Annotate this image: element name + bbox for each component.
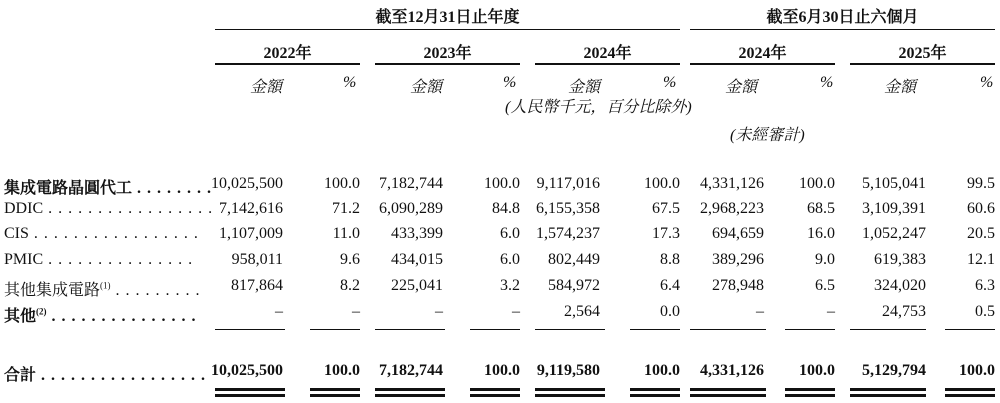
amount-header-2024-fy: 金額 xyxy=(568,79,601,96)
total-cell-pct: 100.0 xyxy=(324,362,360,379)
cell-pct: 100.0 xyxy=(484,175,520,192)
unit-note: (人民幣千元，百分比除外) xyxy=(505,99,692,116)
cell-amount: – xyxy=(275,303,283,320)
cell-pct: 100.0 xyxy=(644,175,680,192)
subtotal-rule-amount-2024-h1 xyxy=(690,329,766,330)
total-double-rule xyxy=(470,394,520,397)
total-cell-pct: 100.0 xyxy=(484,362,520,379)
group-rule-year-end xyxy=(215,29,680,30)
cell-pct: 6.0 xyxy=(500,225,520,242)
cell-amount: – xyxy=(756,303,764,320)
cell-amount: 389,296 xyxy=(712,251,764,268)
row-label-3 xyxy=(4,251,193,269)
row-label-text: PMIC xyxy=(4,251,44,268)
cell-pct: – xyxy=(352,303,360,320)
total-double-rule xyxy=(850,388,926,391)
total-double-rule xyxy=(310,394,360,397)
period-rule-2024-h1 xyxy=(690,63,835,65)
cell-pct: 68.5 xyxy=(807,200,835,217)
cell-pct: 6.4 xyxy=(660,277,680,294)
cell-amount: 958,011 xyxy=(231,251,283,268)
subtotal-rule-pct-2025-h1 xyxy=(945,329,995,330)
leader-dots: . . . . . . . . . . . . . . . xyxy=(46,308,197,325)
pct-header-2024-h1: % xyxy=(820,74,834,91)
cell-pct: 99.5 xyxy=(967,175,995,192)
row-label-5 xyxy=(4,303,197,326)
cell-amount: 694,659 xyxy=(712,225,764,242)
cell-amount: 324,020 xyxy=(874,277,926,294)
amount-header-2025-h1: 金額 xyxy=(884,79,917,96)
period-header-2023: 2023年 xyxy=(423,45,472,62)
total-double-rule xyxy=(945,388,995,391)
amount-header-2024-h1: 金額 xyxy=(725,79,758,96)
total-cell-amount: 4,331,126 xyxy=(700,362,764,379)
period-rule-2025-h1 xyxy=(850,63,995,65)
total-double-rule xyxy=(470,388,520,391)
leader-dots: . . . . . . . . . . . . . . . . . xyxy=(43,200,214,217)
total-double-rule xyxy=(785,394,835,397)
total-label-wrap xyxy=(4,362,206,385)
cell-amount: 1,052,247 xyxy=(862,225,926,242)
total-cell-amount: 9,119,580 xyxy=(536,362,600,379)
footnote-marker: (1) xyxy=(100,280,111,291)
cell-amount: 1,107,009 xyxy=(219,225,283,242)
leader-dots: . . . . . . . . . . . . . . . . . xyxy=(28,225,199,242)
cell-pct: 6.5 xyxy=(815,277,835,294)
row-label-0 xyxy=(4,175,212,198)
amount-header-2023: 金額 xyxy=(410,79,443,96)
cell-pct: 0.0 xyxy=(660,303,680,320)
pct-header-2022: % xyxy=(343,74,357,91)
total-double-rule xyxy=(690,394,766,397)
total-double-rule xyxy=(785,388,835,391)
total-cell-amount: 10,025,500 xyxy=(211,362,283,379)
total-label: 合計 xyxy=(4,367,37,384)
cell-pct: 6.0 xyxy=(500,251,520,268)
cell-pct: 100.0 xyxy=(799,175,835,192)
cell-pct: 11.0 xyxy=(332,225,360,242)
cell-amount: 817,864 xyxy=(231,277,283,294)
cell-amount: 7,142,616 xyxy=(219,200,283,217)
cell-pct: 71.2 xyxy=(332,200,360,217)
cell-amount: 7,182,744 xyxy=(379,175,443,192)
total-double-rule xyxy=(630,394,680,397)
cell-amount: 2,968,223 xyxy=(700,200,764,217)
row-label-1 xyxy=(4,200,213,218)
group-rule-six-months xyxy=(690,29,995,30)
row-label-text: DDIC xyxy=(4,200,44,217)
period-header-2024-fy: 2024年 xyxy=(583,45,632,62)
cell-amount: 3,109,391 xyxy=(862,200,926,217)
cell-amount: 802,449 xyxy=(548,251,600,268)
period-rule-2023 xyxy=(375,63,520,65)
cell-amount: 2,564 xyxy=(564,303,600,320)
leader-dots: . . . . . . . . xyxy=(132,180,213,197)
cell-pct: 84.8 xyxy=(492,200,520,217)
cell-pct: 12.1 xyxy=(967,251,995,268)
total-double-rule xyxy=(215,388,285,391)
total-double-rule xyxy=(310,388,360,391)
subtotal-rule-pct-2023 xyxy=(470,329,520,330)
cell-amount: 619,383 xyxy=(874,251,926,268)
total-double-rule xyxy=(535,388,605,391)
cell-amount: 24,753 xyxy=(882,303,926,320)
row-label-4 xyxy=(4,277,201,300)
period-rule-2022 xyxy=(215,63,360,65)
cell-pct: – xyxy=(827,303,835,320)
group-header-six-months: 截至6月30日止六個月 xyxy=(766,9,919,26)
cell-pct: 8.8 xyxy=(660,251,680,268)
row-label-text: 其他集成電路 xyxy=(4,282,101,299)
subtotal-rule-amount-2022 xyxy=(215,329,285,330)
cell-pct: 8.2 xyxy=(340,277,360,294)
cell-pct: 67.5 xyxy=(652,200,680,217)
subtotal-rule-pct-2022 xyxy=(310,329,360,330)
cell-pct: 9.6 xyxy=(340,251,360,268)
total-leader-dots: . . . . . . . . . . . . . . . . . xyxy=(36,367,207,384)
unaudited-note: (未經審計) xyxy=(730,127,805,144)
cell-amount: 584,972 xyxy=(548,277,600,294)
subtotal-rule-amount-2024-fy xyxy=(535,329,605,330)
leader-dots: . . . . . . . . . xyxy=(110,282,201,299)
total-cell-amount: 5,129,794 xyxy=(862,362,926,379)
total-double-rule xyxy=(945,394,995,397)
cell-pct: 60.6 xyxy=(967,200,995,217)
cell-amount: 5,105,041 xyxy=(862,175,926,192)
total-cell-pct: 100.0 xyxy=(799,362,835,379)
cell-pct: 6.3 xyxy=(975,277,995,294)
cell-amount: 9,117,016 xyxy=(536,175,600,192)
cell-amount: 4,331,126 xyxy=(700,175,764,192)
pct-header-2023: % xyxy=(503,74,517,91)
cell-amount: 10,025,500 xyxy=(211,175,283,192)
period-header-2024-h1: 2024年 xyxy=(738,45,787,62)
total-double-rule xyxy=(630,388,680,391)
group-header-year-end: 截至12月31日止年度 xyxy=(375,9,520,26)
total-double-rule xyxy=(850,394,926,397)
amount-header-2022: 金額 xyxy=(250,79,283,96)
pct-header-2025-h1: % xyxy=(980,74,994,91)
row-label-2 xyxy=(4,225,199,243)
cell-amount: 434,015 xyxy=(391,251,443,268)
subtotal-rule-amount-2023 xyxy=(375,329,445,330)
total-cell-pct: 100.0 xyxy=(959,362,995,379)
cell-amount: 433,399 xyxy=(391,225,443,242)
cell-pct: 100.0 xyxy=(324,175,360,192)
period-rule-2024-fy xyxy=(535,63,680,65)
total-cell-amount: 7,182,744 xyxy=(379,362,443,379)
cell-pct: 9.0 xyxy=(815,251,835,268)
total-cell-pct: 100.0 xyxy=(644,362,680,379)
total-double-rule xyxy=(375,394,445,397)
cell-amount: 278,948 xyxy=(712,277,764,294)
cell-amount: – xyxy=(435,303,443,320)
subtotal-rule-pct-2024-h1 xyxy=(785,329,835,330)
period-header-2025-h1: 2025年 xyxy=(898,45,947,62)
leader-dots: . . . . . . . . . . . . . . . xyxy=(43,251,194,268)
cell-pct: 17.3 xyxy=(652,225,680,242)
subtotal-rule-amount-2025-h1 xyxy=(850,329,926,330)
cell-pct: 3.2 xyxy=(500,277,520,294)
total-double-rule xyxy=(215,394,285,397)
pct-header-2024-fy: % xyxy=(663,74,677,91)
total-double-rule xyxy=(690,388,766,391)
cell-amount: 6,090,289 xyxy=(379,200,443,217)
cell-pct: – xyxy=(512,303,520,320)
row-label-text: CIS xyxy=(4,225,29,242)
cell-amount: 225,041 xyxy=(391,277,443,294)
cell-pct: 16.0 xyxy=(807,225,835,242)
row-label-text: 集成電路晶圓代工 xyxy=(4,180,133,197)
period-header-2022: 2022年 xyxy=(263,45,312,62)
row-label-text: 其他 xyxy=(4,308,37,325)
footnote-marker: (2) xyxy=(36,306,47,317)
total-double-rule xyxy=(535,394,605,397)
cell-pct: 20.5 xyxy=(967,225,995,242)
cell-pct: 0.5 xyxy=(975,303,995,320)
total-double-rule xyxy=(375,388,445,391)
cell-amount: 1,574,237 xyxy=(536,225,600,242)
subtotal-rule-pct-2024-fy xyxy=(630,329,680,330)
cell-amount: 6,155,358 xyxy=(536,200,600,217)
